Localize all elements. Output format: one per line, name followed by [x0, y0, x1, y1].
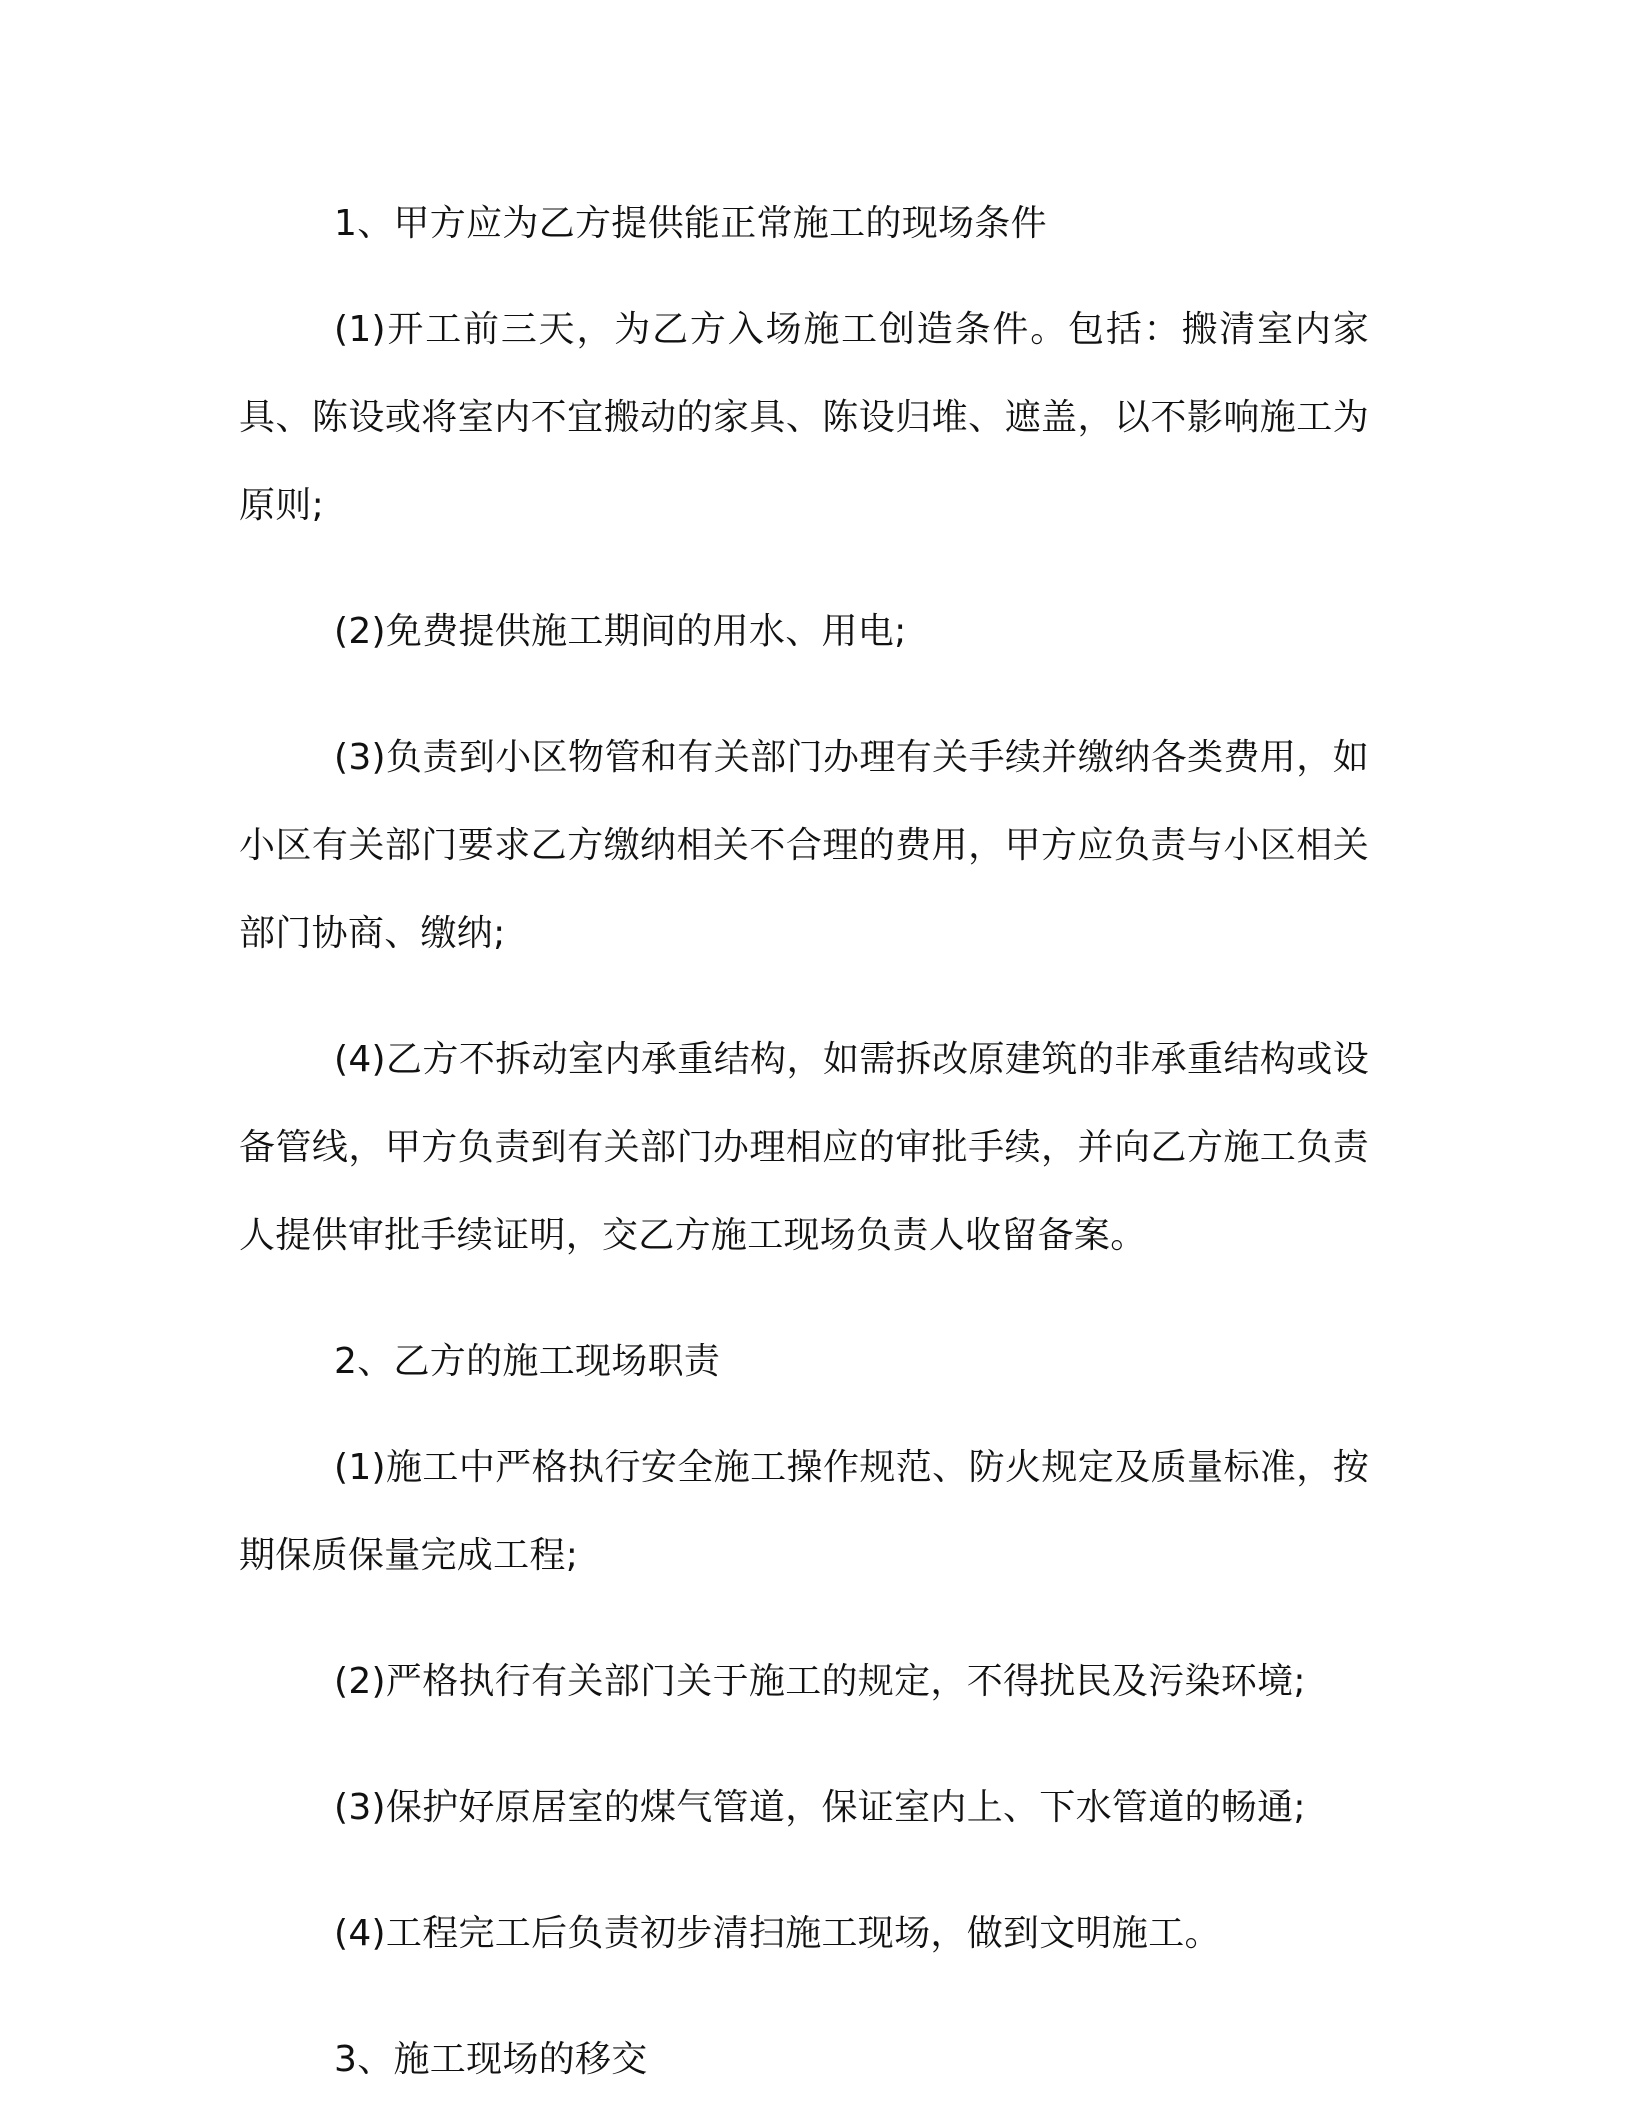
clause-1-1: (1)开工前三天，为乙方入场施工创造条件。包括：搬清室内家具、陈设或将室内不宜搬动的家具、陈设归堆、遮盖，以不影响施工为原则;	[239, 309, 1369, 526]
section-heading-2: 2、乙方的施工现场职责	[334, 1341, 721, 1382]
section-heading-1: 1、甲方应为乙方提供能正常施工的现场条件	[334, 203, 1047, 244]
clause-1-4: (4)乙方不拆动室内承重结构，如需拆改原建筑的非承重结构或设备管线，甲方负责到有关部门办理相应的审批手续，并向乙方施工负责人提供审批手续证明，交乙方施工现场负责人收留备案。	[239, 1039, 1369, 1256]
clause-1-3: (3)负责到小区物管和有关部门办理有关手续并缴纳各类费用，如小区有关部门要求乙方缴纳相关不合理的费用，甲方应负责与小区相关部门协商、缴纳;	[239, 737, 1369, 954]
clause-2-1: (1)施工中严格执行安全施工操作规范、防火规定及质量标准，按期保质保量完成工程;	[239, 1447, 1369, 1576]
section-heading-3: 3、施工现场的移交	[334, 2039, 648, 2080]
clause-2-3: (3)保护好原居室的煤气管道，保证室内上、下水管道的畅通;	[334, 1787, 1306, 1828]
clause-2-2: (2)严格执行有关部门关于施工的规定，不得扰民及污染环境;	[334, 1661, 1306, 1702]
clause-1-2: (2)免费提供施工期间的用水、用电;	[334, 611, 907, 652]
clause-2-4: (4)工程完工后负责初步清扫施工现场，做到文明施工。	[334, 1913, 1221, 1954]
document-body	[239, 180, 1369, 2122]
